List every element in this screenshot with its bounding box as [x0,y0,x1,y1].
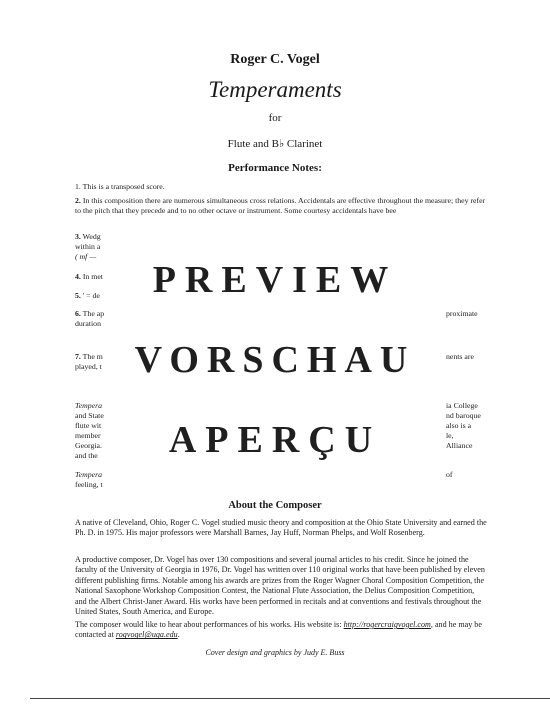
note-1: 1. This is a transposed score. [75,182,165,191]
bio-right-5: Alliance [446,441,473,450]
note-6-line1: The ap [82,309,105,318]
note-7-line2: played, t [75,362,102,371]
note-5-number: 5. [75,291,81,300]
note-3 [75,232,101,242]
contact-text-a: The composer would like to hear about performances of his works. His website is: [75,620,344,629]
note-5-text: ' = de [82,291,100,300]
note-4-text: In met [82,272,103,281]
for-label: for [268,112,282,124]
note-2-text: In this composition there are numerous simultaneous cross relations. Accidentals are effective throughout the measure; they refer to the pitch that they precede and to no other octave or instrument. Some courtesy accidentals have bee [75,196,486,215]
bio-line-2: and State [75,411,104,420]
note-6-number: 6. [75,309,81,318]
note-3-line1: Wedg [82,232,101,241]
watermark-vorschau: VORSCHAU [134,339,416,381]
bio-line-4: member [75,431,101,440]
instrumentation: Flute and B♭ Clarinet [227,138,323,150]
email-link[interactable]: rogvogel@uga.edu [115,630,178,640]
bio-line-3: flute wit [75,421,102,430]
note-3-line3: ( mf — [75,252,97,261]
cover-credit: Cover design and graphics by Judy E. Buss [205,648,345,657]
performance-notes-heading: Performance Notes: [228,162,322,174]
website-link[interactable]: http://rogercraigvogel.com [343,620,431,629]
watermark-preview: PREVIEW [152,259,398,301]
note-7-right: nents are [446,352,474,361]
note-7-number: 7. [75,352,81,361]
about-paragraph-3 [75,620,487,641]
bio-line-7: Tempera [75,470,103,479]
bio-right-3: also is a [446,421,472,430]
about-paragraph-1: A native of Cleveland, Ohio, Roger C. Vogel studied music theory and composition at the Ohio State University and earned the Ph. D. in 1975. His major professors were Marshall Barnes, Jay Huff, Norman Phelps, and Wolf Rosenberg. [75,518,487,538]
bio-line-1: Tempera [75,401,103,410]
watermark-apercu: APERÇU [168,419,382,461]
note-4-number: 4. [75,272,81,281]
piece-title: Temperaments [208,77,342,102]
note-6-line2: duration [75,319,101,328]
bio-right-2: nd baroque [446,411,481,420]
contact-text-b: , and he may be contacted at [75,620,482,640]
note-6 [75,309,104,319]
about-composer-heading: About the Composer [228,500,322,511]
note-2 [75,196,487,216]
note-3-number: 3. [75,232,81,241]
bottom-rule [30,698,550,699]
bio-line-5: Georgia. [75,441,102,450]
contact-text-c: . [177,630,180,640]
note-2-number: 2. [75,196,81,205]
note-3-line2: within a [75,242,101,251]
bio-line-6: and the [75,451,98,460]
bio-right-7: of [446,470,453,479]
bio-right-4: le, [446,431,454,440]
about-paragraph-2: A productive composer, Dr. Vogel has over 130 compositions and several journal articles to his credit. Since he joined the faculty of the University of Georgia in 1976, Dr. Vogel has written over 110 original works that have been published by eleven different publishing firms. Notable among his awards are prizes from the Roger Wagner Choral Composition Competition, the National Saxophone Workshop Composition Contest, the National Flute Association, the Delius Composition Competition, and the Albert Christ-Janer Award. His works have been performed in recitals and at conventions and festivals throughout the United States, South America, and Europe. [75,555,485,617]
note-6-right: proximate [446,309,478,318]
composer-name: Roger C. Vogel [230,52,320,67]
bio-right-1: ia College [446,401,478,410]
bio-line-8: feeling, t [75,480,103,489]
note-7-line1: The m [82,352,103,361]
